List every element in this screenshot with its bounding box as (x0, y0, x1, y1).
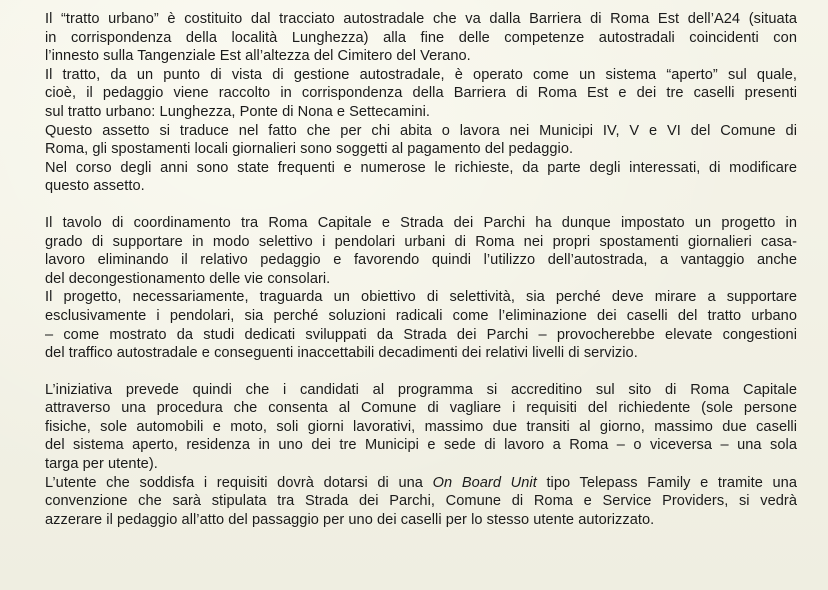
text-line: azzerare il pedaggio all’atto del passaggio per uno dei caselli per lo stesso utente autorizzato. (45, 511, 655, 528)
text-line: questo assetto. (45, 178, 145, 195)
text-line: in corrispondenza della località Lunghezza) alla fine delle competenze autostradali coincidenti con (45, 29, 797, 46)
paragraph-spacer (45, 363, 797, 381)
on-board-unit-term: On Board Unit (432, 474, 537, 491)
text-line: del traffico autostradale e conseguenti inaccettabili decadimenti dei relativi livelli di servizio. (45, 345, 638, 362)
text-line: l’innesto sulla Tangenziale Est all’altezza del Cimitero del Verano. (45, 48, 471, 65)
text-fragment: L’utente che soddisfa i requisiti dovrà dotarsi di una (45, 474, 433, 491)
paragraph (45, 122, 797, 159)
text-line: Il tratto, da un punto di vista di gestione autostradale, è operato come un sistema “aperto” sul quale, (45, 66, 797, 83)
text-line: – come mostrato da studi dedicati sviluppati da Strada dei Parchi – provocherebbe elevate congestioni (45, 326, 797, 343)
text-line: lavoro eliminando il relativo pedaggio e favorendo quindi l’utilizzo dell’autostrada, a vantaggio anche (45, 252, 797, 269)
text-line: cioè, il pedaggio viene raccolto in corrispondenza della Barriera di Roma Est e dei tre caselli presenti (45, 85, 797, 102)
paragraph (45, 10, 797, 66)
text-line: convenzione che sarà stipulata tra Strada dei Parchi, Comune di Roma e Service Providers, si vedrà (45, 493, 797, 510)
text-line: del decongestionamento delle vie consolari. (45, 270, 331, 287)
section-progetto (45, 214, 797, 363)
text-line: Il tavolo di coordinamento tra Roma Capitale e Strada dei Parchi ha dunque impostato un progetto in (45, 214, 797, 231)
paragraph (45, 214, 797, 288)
text-fragment: tipo Telepass Family e tramite una (536, 474, 797, 491)
paragraph (45, 66, 797, 122)
text-line: Il progetto, necessariamente, traguarda un obiettivo di selettività, sia perché deve mirare a supportare (45, 289, 797, 306)
text-line: grado di supportare in modo selettivo i pendolari urbani di Roma nei propri spostamenti giornalieri casa- (45, 233, 797, 250)
text-line: targa per utente). (45, 456, 158, 473)
text-line: esclusivamente i pendolari, sia perché soluzioni radicali come l’eliminazione dei caselli del tratto urbano (45, 307, 797, 324)
paragraph (45, 474, 797, 530)
document-body (45, 10, 797, 529)
text-line: Il “tratto urbano” è costituito dal tracciato autostradale che va dalla Barriera di Roma Est dell’A24 (situata (45, 11, 797, 27)
paragraph (45, 288, 797, 362)
text-line: Roma, gli spostamenti locali giornalieri sono soggetti al pagamento del pedaggio. (45, 141, 574, 158)
text-line: fisiche, sole automobili e moto, soli giorni lavorativi, massimo due transiti al giorno, massimo due caselli (45, 418, 797, 435)
text-line (45, 474, 797, 493)
section-iniziativa (45, 381, 797, 530)
section-tratto-urbano (45, 10, 797, 196)
text-line: L’iniziativa prevede quindi che i candidati al programma si accreditino sul sito di Roma Capitale (45, 381, 797, 398)
paragraph (45, 381, 797, 474)
text-line: Questo assetto si traduce nel fatto che per chi abita o lavora nei Municipi IV, V e VI del Comune di (45, 122, 797, 139)
paragraph-spacer (45, 196, 797, 214)
text-line: Nel corso degli anni sono state frequenti e numerose le richieste, da parte degli interessati, di modificare (45, 159, 797, 176)
paragraph (45, 159, 797, 196)
text-line: del sistema aperto, residenza in uno dei tre Municipi e sede di lavoro a Roma – o viceversa – una sola (45, 437, 797, 454)
text-line: attraverso una procedura che consenta al Comune di vagliare i requisiti del richiedente (sole persone (45, 400, 797, 417)
text-line: sul tratto urbano: Lunghezza, Ponte di Nona e Settecamini. (45, 103, 431, 120)
